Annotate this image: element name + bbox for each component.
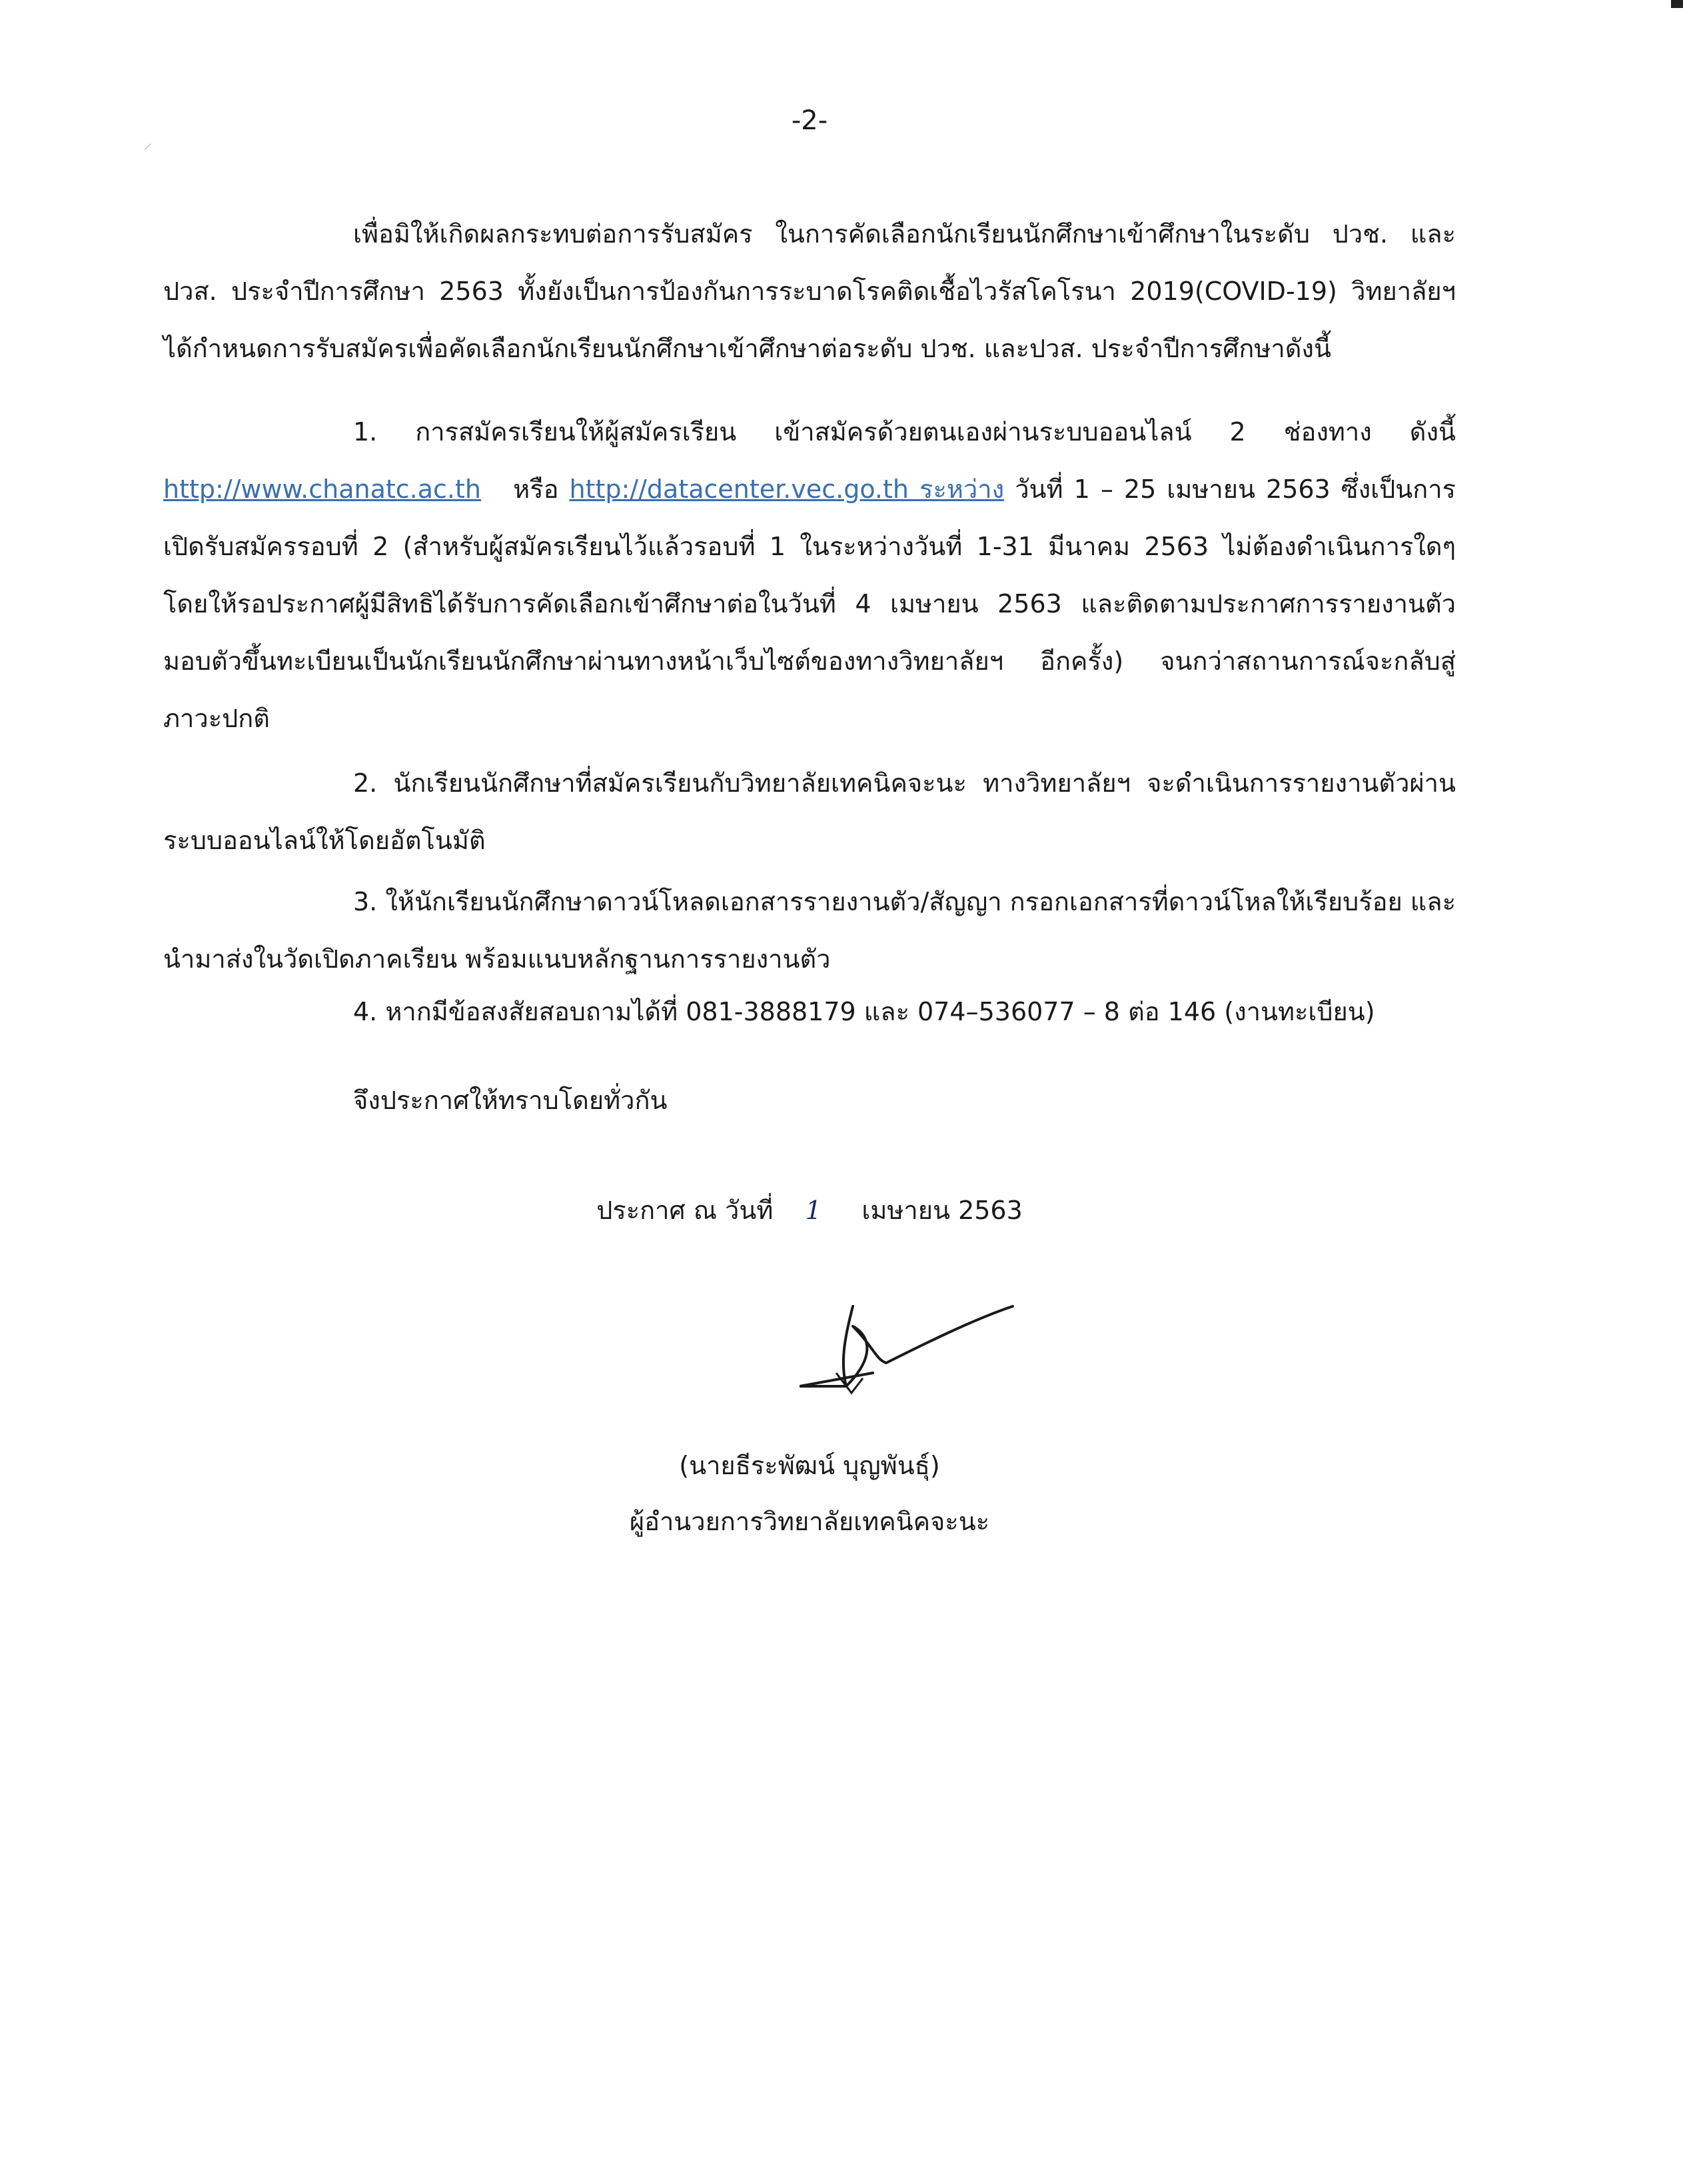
page-number: -2- <box>791 105 828 136</box>
signature <box>800 1293 1026 1400</box>
item-4 <box>163 983 1456 1040</box>
datacenter-website-link[interactable]: http://datacenter.vec.go.th <box>569 475 909 504</box>
item-1-paragraph <box>163 403 1456 747</box>
item-4-paragraph: 4. หากมีข้อสงสัยสอบถามได้ที่ 081-3888179 และ 074–536077 – 8 ต่อ 146 (งานทะเบียน) <box>353 997 1375 1026</box>
date-month-year: เมษายน 2563 <box>861 1196 1023 1225</box>
closing <box>163 1072 1456 1129</box>
date-prefix: ประกาศ ณ วันที่ <box>596 1196 774 1225</box>
between-text: ระหว่าง <box>919 475 1005 504</box>
item-2-paragraph: 2. นักเรียนนักศึกษาที่สมัครเรียนกับวิทยาลัยเทคนิคจะนะ ทางวิทยาลัยฯ จะดำเนินการรายงานตัวผ่านระบบออนไลน์ให้โดยอัตโนมัติ <box>163 768 1456 855</box>
intro-paragraph: เพื่อมิให้เกิดผลกระทบต่อการรับสมัคร ในการคัดเลือกนักเรียนนักศึกษาเข้าศึกษาในระดับ ปวช. และ ปวส. ประจำปีการศึกษา 2563 ทั้งยังเป็นการป้องกันการระบาดโรคติดเชื้อไวรัสโคโรนา 2019(COVID-19) วิทยาลัยฯ ได้กำหนดการรับสมัครเพื่อคัดเลือกนักเรียนนักศึกษาเข้าศึกษาต่อระดับ ปวช. และปวส. ประจำปีการศึกษาดังนี้ <box>163 219 1456 363</box>
college-website-link[interactable]: http://www.chanatc.ac.th <box>163 475 481 504</box>
item-3-paragraph: 3. ให้นักเรียนนักศึกษาดาวน์โหลดเอกสารรายงานตัว/สัญญา กรอกเอกสารที่ดาวน์โหลให้เรียบร้อย และนำมาส่งในวัดเปิดภาคเรียน พร้อมแนบหลักฐานการรายงานตัว <box>163 887 1456 974</box>
scan-speck: ⸝ <box>143 133 153 153</box>
or-text: หรือ <box>513 475 559 504</box>
item-1-rest: วันที่ 1 – 25 เมษายน 2563 ซึ่งเป็นการเปิดรับสมัครรอบที่ 2 (สำหรับผู้สมัครเรียนไว้แล้วรอบที่ 1 ในระหว่างวันที่ 1-31 มีนาคม 2563 ไม่ต้องดำเนินการใดๆ โดยให้รอประกาศผู้มีสิทธิได้รับการคัดเลือกเข้าศึกษาต่อในวันที่ 4 เมษายน 2563 และติดตามประกาศการรายงานตัว มอบตัวขึ้นทะเบียนเป็นนักเรียนนักศึกษาผ่านทางหน้าเว็บไซต์ของทางวิทยาลัยฯ อีกครั้ง) จนกว่าสถานการณ์จะกลับสู่ภาวะปกติ <box>163 475 1456 733</box>
closing-text: จึงประกาศให้ทราบโดยทั่วกัน <box>353 1086 668 1115</box>
signer-name: (นายธีระพัฒน์ บุญพันธุ์) <box>679 1451 940 1480</box>
handwritten-day: 1 <box>805 1196 822 1225</box>
announcement-body <box>163 205 1456 377</box>
item-2 <box>163 754 1456 869</box>
date-line <box>0 1190 1619 1230</box>
scan-edge-mark <box>1671 0 1683 8</box>
item-3 <box>163 873 1456 988</box>
signer-title: ผู้อำนวยการวิทยาลัยเทคนิคจะนะ <box>629 1507 990 1536</box>
item-1-lead: 1. การสมัครเรียนให้ผู้สมัครเรียน เข้าสมัครด้วยตนเองผ่านระบบออนไลน์ 2 ช่องทาง ดังนี้ <box>353 417 1456 447</box>
item-1 <box>163 403 1456 747</box>
